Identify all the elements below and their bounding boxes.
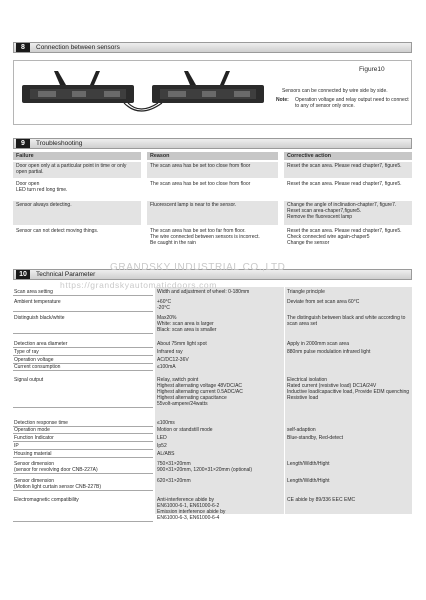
reason-cell: Fluorescent lamp is near to the sensor. [147, 201, 278, 225]
tp-value-cell: 750×31×20mm 900×31×20mm, 1200×31×20mm (optional) [157, 461, 253, 473]
tp-param-cell: Operation mode [14, 427, 50, 433]
tp-note-cell: Length/Width/Hight [287, 461, 330, 467]
section-title: Connection between sensors [36, 44, 120, 51]
reason-cell: The scan area has be set too far from floor. The wire connected between sensors is incorrect. Be caught in the rain [150, 228, 260, 247]
header-reason: Reason [147, 152, 278, 160]
row-divider [13, 473, 153, 474]
section-8-header [13, 42, 412, 53]
tp-param-cell: Ambient temperature [14, 299, 61, 305]
section-9-header [13, 138, 412, 149]
note-text: Sensors can be connected by wire side by side. [282, 88, 388, 94]
failure-cell: Sensor can not detect moving things. [16, 228, 99, 234]
tp-param-cell: Detection area diameter [14, 341, 68, 347]
tp-param-cell: Distinguish black/white [14, 315, 65, 321]
tp-value-cell: 620×31×20mm [157, 478, 191, 484]
reason-cell: The scan area has be set too close from floor [150, 181, 251, 187]
section-number: 9 [16, 139, 30, 148]
tp-param-cell: Housing material [14, 451, 52, 457]
section-number: 10 [16, 270, 30, 279]
tp-value-cell: LED [157, 435, 167, 441]
row-divider [13, 521, 153, 522]
tp-value-cell: Motion or standstill mode [157, 427, 213, 433]
tp-note-cell: Length/Width/Hight [287, 478, 330, 484]
tp-param-cell: Type of ray [14, 349, 39, 355]
row-divider [13, 407, 153, 408]
row-divider [13, 355, 153, 356]
header-failure: Failure [13, 152, 141, 160]
tp-value-cell: Relay, switch point Highest alternating voltage 48VDC/AC Highest alternating current 0.5ADC/AC Highest alternating capacitance 55volt-ampere/24watts [157, 377, 243, 407]
row-divider [13, 433, 153, 434]
tp-value-cell: ≤100mA [157, 364, 176, 370]
tp-param-cell: Function Indicator [14, 435, 54, 441]
failure-cell: Door open only at a particular point in time or only open partial. [13, 162, 141, 178]
row-divider [13, 457, 153, 458]
row-divider [13, 370, 153, 371]
tp-note-cell: Deviate from set scan area 60°C [287, 299, 360, 305]
tp-param-cell: IP [14, 443, 19, 449]
action-cell: Change the angle of inclination-chapter7, figure7. Reset scan area-chaper7,figure5. Remove the fluorescent lamp [284, 201, 412, 225]
tp-note-cell: Apply in 2000mm scan area [287, 341, 349, 347]
tp-param-cell: Detection response time [14, 420, 68, 426]
note-label: Note: [276, 97, 289, 103]
failure-cell: Sensor always detecting. [13, 201, 141, 225]
tp-note-cell: Electrical isolation Rated current (resistive load) DC1A/24V Inductive load/capacitive load, Provide EDM quenching Resistive load [287, 377, 410, 401]
tp-param-cell: Operation voltage [14, 357, 54, 363]
tp-note-cell: CE abide by 89/336 EEC EMC [287, 497, 356, 503]
section-number: 8 [16, 43, 30, 52]
watermark-company: GRANDSKY INDUSTRIAL CO.,LTD [110, 262, 286, 273]
tp-param-cell: Scan area setting [14, 289, 53, 295]
tp-value-cell: Width and adjustment of wheel: 0-180mm [157, 289, 250, 295]
action-cell: Reset the scan area. Please read chapter7, figure5. Check connected wire again-chaper5 Change the sensor [287, 228, 402, 247]
tp-param-cell: Signal output [14, 377, 44, 383]
reason-cell: The scan area has be set too close from floor [147, 162, 278, 178]
figure-label: Figure10 [359, 66, 385, 73]
sensor-connection-illustration [20, 67, 270, 119]
tp-param-cell: Sensor dimension (sensor for revolving door CNB-227A) [14, 461, 98, 473]
row-divider [13, 490, 153, 491]
header-action: Corrective action [284, 152, 412, 160]
tp-note-cell: Blue-standby, Red-detect [287, 435, 344, 441]
action-cell: Reset the scan area. Please read chapter7, figure5. [284, 162, 412, 178]
tp-param-cell: Sensor dimension (Motion light curtain sensor CNB-227B) [14, 478, 101, 490]
tp-param-cell: Current consumption [14, 364, 61, 370]
tp-value-cell: AL/ABS [157, 451, 175, 457]
section-title: Technical Parameter [36, 271, 96, 278]
tp-value-cell: AC/DC12-36V [157, 357, 189, 363]
tp-note-cell: self-adaption [287, 427, 316, 433]
row-divider [13, 441, 153, 442]
action-cell: Reset the scan area. Please read chapter7, figure5. [287, 181, 402, 187]
tp-param-cell: Electromagnetic compatibility [14, 497, 79, 503]
tp-note-cell: The distinguish between black and white according to scan area set [287, 315, 406, 327]
tp-value-cell: Ip52 [157, 443, 167, 449]
tp-value-cell: Max20% White: scan area is larger Black: scan area is smaller [157, 315, 217, 333]
section-title: Troubleshooting [36, 140, 83, 147]
tp-value-cell: +60°C -20°C [157, 299, 172, 311]
tp-note-cell: Triangle principle [287, 289, 325, 295]
row-divider [13, 333, 153, 334]
row-divider [13, 347, 153, 348]
row-divider [13, 449, 153, 450]
tp-value-cell: ≤100ms [157, 420, 175, 426]
tp-value-cell: Infrared ray [157, 349, 183, 355]
tp-value-cell: Anti-interference abide by EN61000-6-1, EN61000-6-2 Emission interference abide by EN61000-6-3, EN61000-6-4 [157, 497, 226, 521]
row-divider [13, 311, 153, 312]
tp-note-cell: 880nm pulse modulation infrared light [287, 349, 371, 355]
figure-10-box [13, 60, 412, 125]
watermark-url: https://grandskyautomaticdoors.com [60, 280, 217, 290]
tp-value-cell: About 75mm light spot [157, 341, 207, 347]
note-body: Operation voltage and relay output need to connect to any of sensor only once. [295, 97, 409, 110]
failure-cell: Door open LED turn red long time. [16, 181, 68, 194]
row-divider [13, 295, 153, 296]
